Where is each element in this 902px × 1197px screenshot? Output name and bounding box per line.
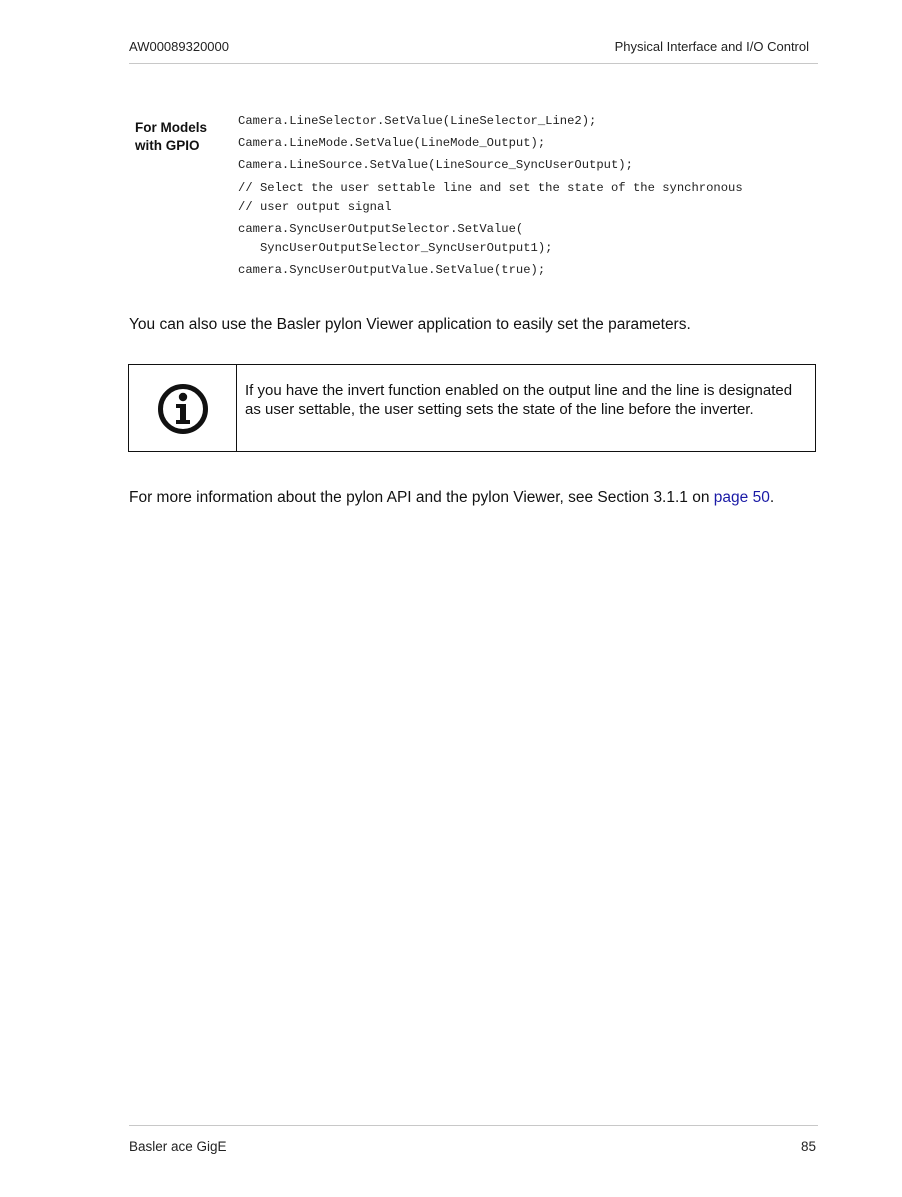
note-text: If you have the invert function enabled on the output line and the line is designated as user settable, the user setting sets the state of the line before the inverter. bbox=[245, 382, 793, 418]
code-line: // user output signal bbox=[238, 200, 392, 214]
code-line: SyncUserOutputSelector_SyncUserOutput1); bbox=[238, 241, 553, 255]
code-line: Camera.LineSelector.SetValue(LineSelector_Line2); bbox=[238, 114, 597, 128]
header-doc-number: AW00089320000 bbox=[129, 39, 229, 54]
header-section-title: Physical Interface and I/O Control bbox=[614, 39, 809, 54]
footer-rule bbox=[129, 1125, 818, 1126]
code-line: camera.SyncUserOutputSelector.SetValue( bbox=[238, 222, 524, 236]
models-label-line1: For Models bbox=[135, 120, 208, 135]
paragraph-pylon-viewer: You can also use the Basler pylon Viewer application to easily set the parameters. bbox=[129, 316, 691, 333]
code-line: // Select the user settable line and set the state of the synchronous bbox=[238, 181, 743, 195]
code-line: Camera.LineSource.SetValue(LineSource_SyncUserOutput); bbox=[238, 158, 633, 172]
models-label bbox=[135, 119, 207, 155]
header-rule bbox=[129, 63, 818, 64]
info-icon bbox=[157, 383, 209, 435]
note-divider bbox=[236, 365, 237, 451]
models-label-line2: with GPIO bbox=[135, 138, 200, 153]
footer-product: Basler ace GigE bbox=[129, 1139, 227, 1154]
code-line: Camera.LineMode.SetValue(LineMode_Output); bbox=[238, 136, 546, 150]
paragraph-more-info bbox=[129, 489, 774, 507]
more-info-text: For more information about the pylon API and the pylon Viewer, see Section 3.1.1 on bbox=[129, 489, 714, 506]
note-box bbox=[128, 364, 816, 452]
page-50-link[interactable]: page 50 bbox=[713, 489, 770, 506]
code-line: camera.SyncUserOutputValue.SetValue(true); bbox=[238, 263, 546, 277]
footer-page-number: 85 bbox=[800, 1139, 816, 1154]
more-info-period: . bbox=[769, 489, 775, 506]
